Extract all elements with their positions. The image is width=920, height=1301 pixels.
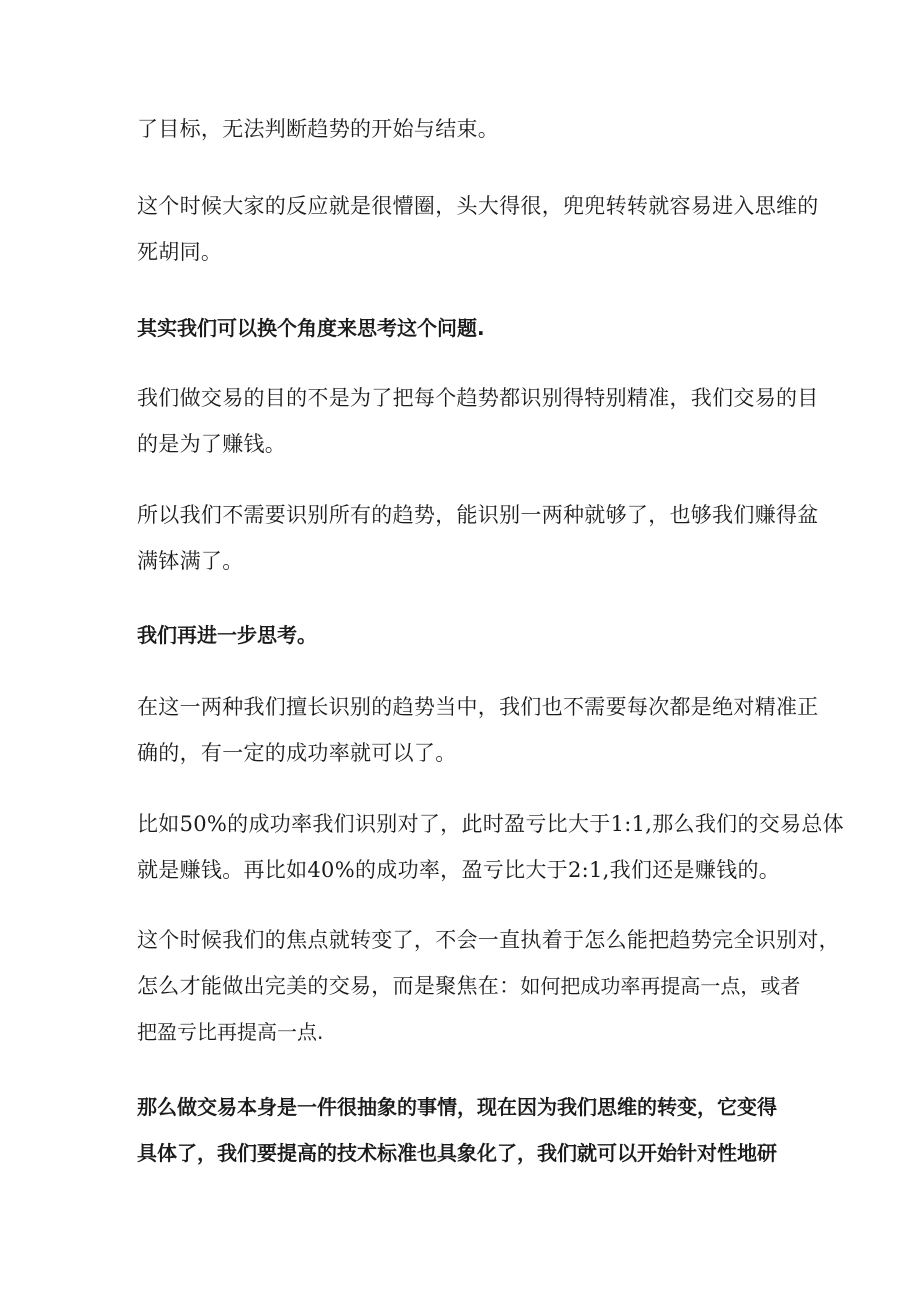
paragraph-line: 的是为了赚钱。 [137,432,287,456]
paragraph-6-heading [137,612,797,658]
paragraph-line: 了目标，无法判断趋势的开始与结束。 [137,117,500,141]
paragraph-line-mixed [137,963,801,1009]
paragraph-line: 其实我们可以换个角度来思考这个问题. [137,316,485,340]
paragraph-line: 这个时候大家的反应就是很懵圈，头大得很，兜兜转转就容易进入思维的 [137,194,819,218]
paragraph-4 [137,375,819,467]
highlight-segment: 如何把成功率再提高一点，或者 [520,974,801,998]
paragraph-line: 比如50%的成功率我们识别对了，此时盈亏比大于1:1,那么我们的交易总体 [137,812,844,836]
paragraph-3-heading [137,305,797,351]
paragraph-line: 确的，有一定的成功率就可以了。 [137,741,457,765]
paragraph-line: 死胡同。 [137,240,223,264]
paragraph-line: 我们再进一步思考。 [137,623,317,647]
paragraph-line: 满钵满了。 [137,549,244,573]
paragraph-line: 这个时候我们的焦点就转变了，不会一直执着于怎么能把趋势完全识别对， [137,928,840,952]
paragraph-9 [137,917,840,1055]
paragraph-5 [137,492,819,584]
paragraph-10-bold [137,1084,797,1176]
paragraph-7 [137,684,819,776]
highlight-line: 把盈亏比再提高一点. [137,1020,324,1044]
paragraph-line: 那么做交易本身是一件很抽象的事情，现在因为我们思维的转变，它变得 [137,1095,777,1119]
paragraph-1 [137,106,797,152]
paragraph-line: 在这一两种我们擅长识别的趋势当中，我们也不需要每次都是绝对精准正 [137,695,819,719]
paragraph-line: 我们做交易的目的不是为了把每个趋势都识别得特别精准，我们交易的目 [137,386,819,410]
paragraph-8 [137,801,844,893]
paragraph-line: 就是赚钱。再比如40%的成功率，盈亏比大于2:1,我们还是赚钱的。 [137,858,781,882]
paragraph-2 [137,183,819,275]
paragraph-line: 具体了，我们要提高的技术标准也具象化了，我们就可以开始针对性地研 [137,1141,777,1165]
paragraph-line: 所以我们不需要识别所有的趋势，能识别一两种就够了，也够我们赚得盆 [137,503,819,527]
plain-segment: 怎么才能做出完美的交易，而是聚焦在： [137,974,521,998]
